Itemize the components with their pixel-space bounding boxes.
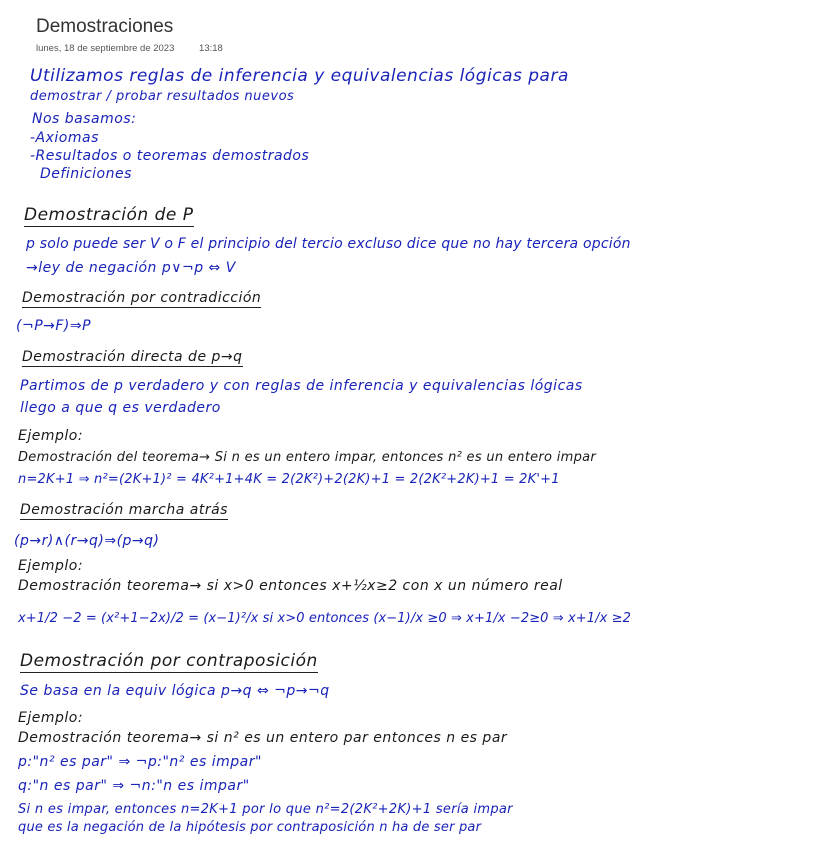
note-line: p solo puede ser V o F el principio del tercio excluso dice que no hay tercera opción [26, 236, 631, 252]
note-line: Ejemplo: [18, 710, 84, 726]
note-line: n=2K+1 ⇒ n²=(2K+1)² = 4K²+1+4K = 2(2K²)+2(2K)+1 = 2(2K²+2K)+1 = 2K'+1 [18, 472, 560, 487]
note-line: Demostración del teorema→ Si n es un entero impar, entonces n² es un entero impar [18, 450, 597, 465]
note-line: (¬P→F)⇒P [16, 318, 92, 334]
page-meta [36, 43, 245, 54]
page-title: Demostraciones [36, 16, 174, 37]
note-line: Ejemplo: [18, 428, 84, 444]
section-heading: Demostración por contraposición [20, 651, 318, 671]
note-line: Demostración teorema→ si n² es un entero par entonces n es par [18, 730, 508, 746]
note-line: Ejemplo: [18, 558, 84, 574]
note-line: (p→r)∧(r→q)⇒(p→q) [14, 533, 160, 549]
section-heading: Demostración marcha atrás [20, 502, 228, 518]
section-heading: Demostración directa de p→q [22, 349, 243, 365]
page-date: lunes, 18 de septiembre de 2023 [36, 43, 175, 54]
note-line: x+1/2 −2 = (x²+1−2x)/2 = (x−1)²/x si x>0 entonces (x−1)/x ≥0 ⇒ x+1/x −2≥0 ⇒ x+1/x ≥2 [18, 611, 632, 626]
page-time: 13:18 [199, 43, 223, 54]
note-line: Se basa en la equiv lógica p→q ⇔ ¬p→¬q [20, 683, 330, 699]
note-line: Definiciones [40, 166, 132, 182]
note-line: demostrar / probar resultados nuevos [30, 89, 295, 104]
note-line: q:"n es par" ⇒ ¬n:"n es impar" [18, 778, 250, 794]
section-heading: Demostración de P [24, 205, 194, 225]
note-line: -Axiomas [30, 130, 99, 146]
note-line: Utilizamos reglas de inferencia y equivalencias lógicas para [30, 66, 569, 86]
note-line: Si n es impar, entonces n=2K+1 por lo que n²=2(2K²+2K)+1 sería impar [18, 802, 513, 817]
note-line: que es la negación de la hipótesis por contraposición n ha de ser par [18, 820, 482, 835]
note-line: Demostración teorema→ si x>0 entonces x+½x≥2 con x un número real [18, 578, 563, 594]
section-heading: Demostración por contradicción [22, 290, 262, 306]
note-line: Partimos de p verdadero y con reglas de inferencia y equivalencias lógicas [20, 378, 583, 394]
note-line: p:"n² es par" ⇒ ¬p:"n² es impar" [18, 754, 262, 770]
note-line: Nos basamos: [32, 111, 137, 127]
note-line: -Resultados o teoremas demostrados [30, 148, 310, 164]
note-line: llego a que q es verdadero [20, 400, 221, 416]
note-line: →ley de negación p∨¬p ⇔ V [26, 260, 236, 276]
